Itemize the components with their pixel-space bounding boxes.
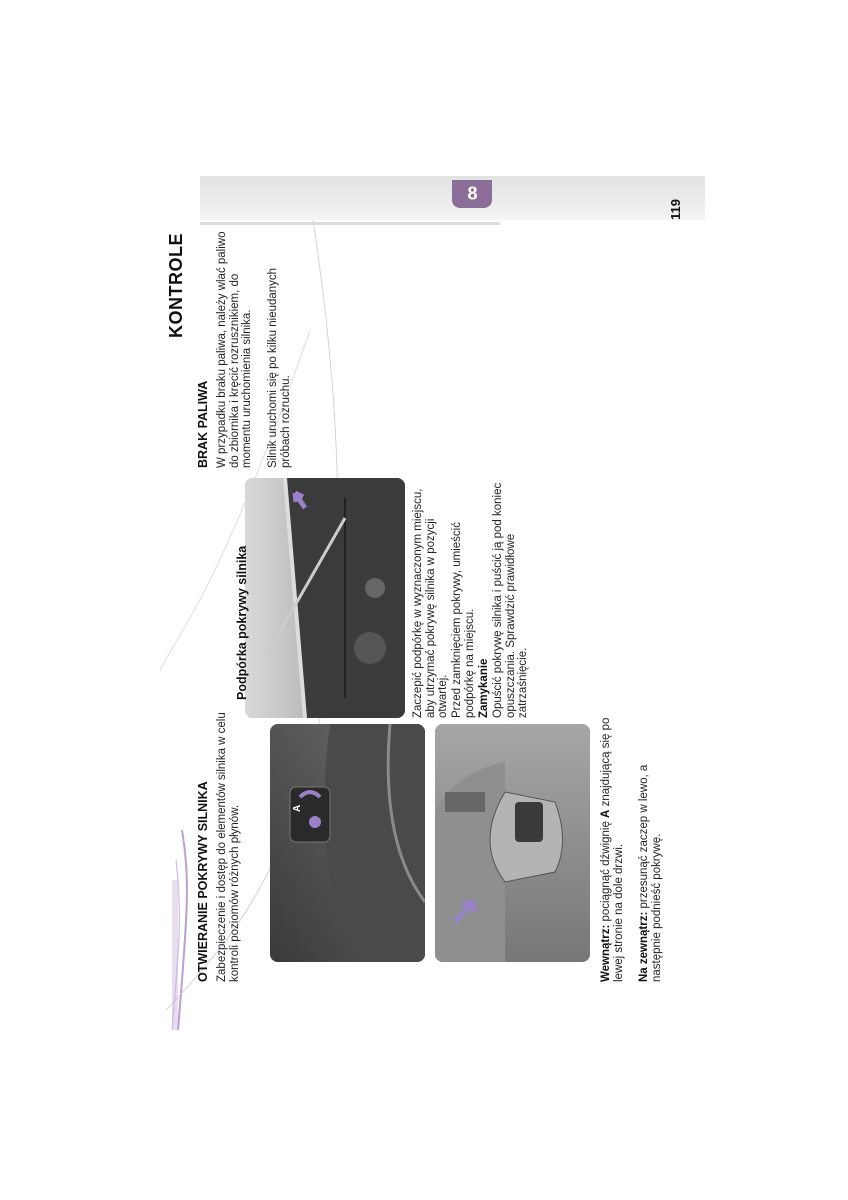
- page-number: 119: [668, 199, 683, 220]
- lever-marker: A: [292, 804, 303, 812]
- support-para-1: Zaczepić podpórkę w wyznaczonym miejscu, aby utrzymać pokrywę silnika w pozycji otwartej.: [412, 488, 449, 718]
- photo-hood-support: [245, 478, 405, 718]
- support-para-2: Przed zamknięciem pokrywy, umieścić podpórkę na miejscu.: [451, 522, 476, 718]
- interior-lever-illustration: [270, 724, 425, 962]
- heading-open-hood: OTWIERANIE POKRYWY SILNIKA: [196, 781, 210, 982]
- photo-interior-lever: [270, 724, 425, 962]
- hood-support-illustration: [245, 478, 405, 718]
- instruction-inside: [600, 712, 625, 982]
- fuel-para-2: Silnik uruchomi się po kilku nieudanych próbach rozruchu.: [267, 267, 292, 468]
- inside-text-2: znajdującą się po lewej stronie na dole drzwi.: [600, 717, 625, 982]
- photo-exterior-latch: [435, 724, 590, 962]
- inside-label: Wewnątrz:: [600, 924, 612, 982]
- chapter-number: 8: [466, 183, 478, 204]
- closing-text: Opuścić pokrywę silnika i puścić ją pod koniec opuszczania. Sprawdzić prawidłowe zatrzaśnięcie.: [492, 482, 529, 718]
- header-divider: [200, 222, 500, 225]
- outside-label: Na zewnątrz:: [638, 911, 650, 982]
- outside-text: przesunąć zaczep w lewo, a następnie podnieść pokrywę.: [638, 764, 663, 982]
- inside-letter: A: [600, 809, 612, 818]
- manual-page: [160, 180, 705, 1030]
- heading-no-fuel: BRAK PALIWA: [196, 380, 210, 468]
- instruction-outside: [638, 712, 663, 982]
- intro-open-hood: Zabezpieczenie i dostęp do elementów silnika w celu kontroli poziomów różnych płynów.: [216, 712, 241, 982]
- heading-hood-support: Podpórka pokrywy silnika: [235, 545, 249, 700]
- chapter-badge: [452, 180, 492, 208]
- exterior-latch-illustration: [435, 724, 590, 962]
- page-title: KONTROLE: [166, 233, 186, 338]
- inside-text: pociągnąć dźwignię: [600, 817, 612, 925]
- closing-heading: Zamykanie: [478, 658, 490, 718]
- fuel-para-1: W przypadku braku paliwa, należy wlać paliwo do zbiornika i kręcić rozrusznikiem, do momentu uruchomienia silnika.: [216, 231, 253, 468]
